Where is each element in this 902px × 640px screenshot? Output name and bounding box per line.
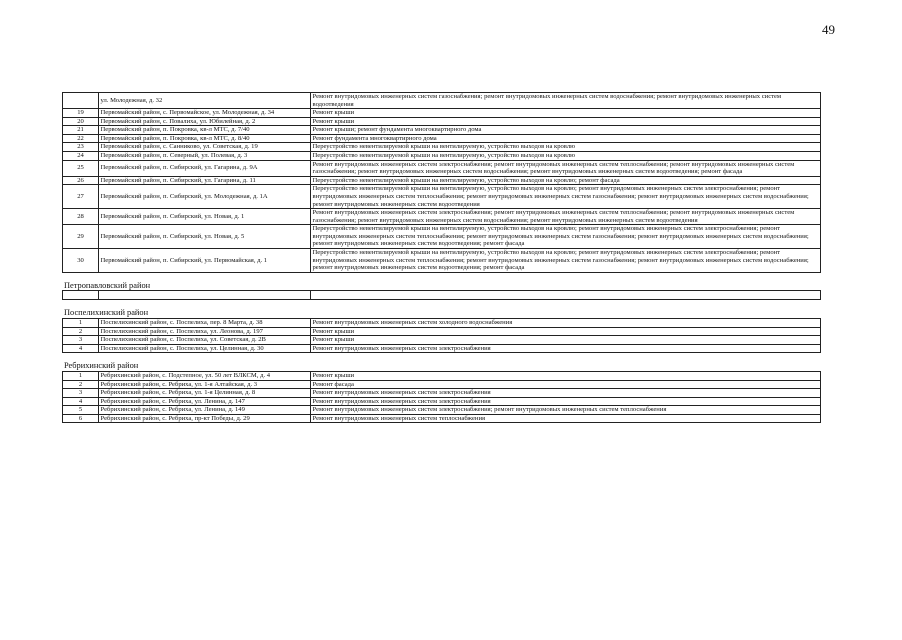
address-cell: Ребрихинский район, с. Ребриха, ул. Ленина, д. 149 xyxy=(99,406,311,415)
table-row xyxy=(63,134,821,143)
row-number: 26 xyxy=(63,176,99,185)
row-number: 5 xyxy=(63,406,99,415)
table-row xyxy=(63,380,821,389)
address-cell: Первомайский район, п. Сибирский, ул. Новая, д. 5 xyxy=(99,225,311,249)
work-type-cell: Ремонт фундамента многоквартирного дома xyxy=(311,134,821,143)
address-cell: Поспелихинский район, с. Поспелиха, пер. 8 Марта, д. 38 xyxy=(99,319,311,328)
row-number: 19 xyxy=(63,109,99,118)
table-row xyxy=(63,327,821,336)
work-type-cell: Ремонт внутридомовых инженерных систем электроснабжения; ремонт внутридомовых инженерных систем теплоснабжения; ремонт внутридомовых инженерных систем газоснабжения; ремонт внутридомовых инженерных систем водоснабжения; ремонт внутридомовых инженерных систем водоотведения xyxy=(311,209,821,225)
table-row xyxy=(63,209,821,225)
work-type-cell: Ремонт внутридомовых инженерных систем электроснабжения; ремонт внутридомовых инженерных систем теплоснабжения xyxy=(311,406,821,415)
address-cell: Первомайский район, п. Покровка, кв-л МТС, д. 7/40 xyxy=(99,126,311,135)
work-type-cell: Переустройство невентилируемой крыши на вентилируемую, устройство выходов на кровлю; ремонт внутридомовых инженерных систем электроснабжения; ремонт внутридомовых инженерных систем теплоснабжения; ремонт внутридомовых инженерных систем газоснабжения; ремонт внутридомовых инженерных систем водоснабжения; ремонт внутридомовых инженерных систем водоотведения xyxy=(311,185,821,209)
table-row xyxy=(63,160,821,176)
address-cell: Первомайский район, с. Санниково, ул. Советская, д. 19 xyxy=(99,143,311,152)
table-row xyxy=(63,126,821,135)
row-number: 3 xyxy=(63,389,99,398)
work-type-cell: Ремонт внутридомовых инженерных систем холодного водоснабжения xyxy=(311,319,821,328)
address-cell: ул. Молодежная, д. 32 xyxy=(99,93,311,109)
row-number: 30 xyxy=(63,248,99,272)
table-row xyxy=(63,185,821,209)
work-type-cell: Переустройство невентилируемой крыши на вентилируемую, устройство выходов на кровлю xyxy=(311,152,821,161)
row-number: 3 xyxy=(63,336,99,345)
work-type-cell: Ремонт внутридомовых инженерных систем газоснабжения; ремонт внутридомовых инженерных систем водоснабжения; ремонт внутридомовых инженерных систем водоотведения xyxy=(311,93,821,109)
work-type-cell: Ремонт внутридомовых инженерных систем электроснабжения xyxy=(311,344,821,353)
work-type-cell: Ремонт внутридомовых инженерных систем электроснабжения xyxy=(311,389,821,398)
row-number: 2 xyxy=(63,327,99,336)
empty-cell xyxy=(99,291,311,300)
address-cell: Первомайский район, п. Сибирский, ул. Гагарина, д. 11 xyxy=(99,176,311,185)
table-row xyxy=(63,152,821,161)
work-type-cell: Переустройство невентилируемой крыши на вентилируемую, устройство выходов на кровлю; ремонт внутридомовых инженерных систем электроснабжения; ремонт внутридомовых инженерных систем теплоснабжения; ремонт внутридомовых инженерных систем газоснабжения; ремонт внутридомовых инженерных систем водоснабжения; ремонт внутридомовых инженерных систем водоотведения; ремонт фасада xyxy=(311,225,821,249)
work-type-cell: Ремонт фасада xyxy=(311,380,821,389)
table-row xyxy=(63,176,821,185)
work-type-cell: Ремонт крыши xyxy=(311,109,821,118)
district-heading: Петропавловский район xyxy=(63,272,821,291)
row-number: 27 xyxy=(63,185,99,209)
work-type-cell: Ремонт крыши; ремонт фундамента многоквартирного дома xyxy=(311,126,821,135)
work-type-cell: Ремонт крыши xyxy=(311,327,821,336)
address-cell: Первомайский район, с. Первомайское, ул. Молодежная, д. 34 xyxy=(99,109,311,118)
row-number: 4 xyxy=(63,397,99,406)
address-cell: Ребрихинский район, с. Ребриха, ул. 1-я Алтайская, д. 3 xyxy=(99,380,311,389)
address-cell: Первомайский район, п. Сибирский, ул. Первомайская, д. 1 xyxy=(99,248,311,272)
work-type-cell: Ремонт крыши xyxy=(311,117,821,126)
table-row xyxy=(63,406,821,415)
work-type-cell: Ремонт крыши xyxy=(311,372,821,381)
table-row xyxy=(63,225,821,249)
table-row xyxy=(63,414,821,423)
work-type-cell: Переустройство невентилируемой крыши на вентилируемую, устройство выходов на кровлю xyxy=(311,143,821,152)
row-number: 20 xyxy=(63,117,99,126)
district-heading-row xyxy=(63,272,821,291)
row-number: 2 xyxy=(63,380,99,389)
row-number xyxy=(63,93,99,109)
address-cell: Первомайский район, п. Сибирский, ул. Новая, д. 1 xyxy=(99,209,311,225)
row-number: 1 xyxy=(63,319,99,328)
table-row xyxy=(63,344,821,353)
repair-table xyxy=(62,92,821,423)
table-row xyxy=(63,389,821,398)
address-cell: Ребрихинский район, с. Ребриха, ул. Ленина, д. 147 xyxy=(99,397,311,406)
address-cell: Ребрихинский район, с. Ребриха, пр-кт Победы, д. 29 xyxy=(99,414,311,423)
address-cell: Поспелихинский район, с. Поспелиха, ул. Леонова, д. 197 xyxy=(99,327,311,336)
district-heading-row xyxy=(63,300,821,319)
table-row xyxy=(63,117,821,126)
address-cell: Поспелихинский район, с. Поспелиха, ул. Целинная, д. 30 xyxy=(99,344,311,353)
address-cell: Поспелихинский район, с. Поспелиха, ул. Советская, д. 2В xyxy=(99,336,311,345)
table-row xyxy=(63,336,821,345)
row-number: 21 xyxy=(63,126,99,135)
table-row xyxy=(63,93,821,109)
address-cell: Первомайский район, п. Сибирский, ул. Гагарина, д. 9А xyxy=(99,160,311,176)
row-number: 24 xyxy=(63,152,99,161)
work-type-cell: Ремонт внутридомовых инженерных систем электроснабжения xyxy=(311,397,821,406)
empty-row xyxy=(63,291,821,300)
address-cell: Ребрихинский район, с. Ребриха, ул. 1-я Целинная, д. 8 xyxy=(99,389,311,398)
table-row xyxy=(63,319,821,328)
work-type-cell: Переустройство невентилируемой крыши на вентилируемую, устройство выходов на кровлю; ремонт внутридомовых инженерных систем электроснабжения; ремонт внутридомовых инженерных систем теплоснабжения; ремонт внутридомовых инженерных систем газоснабжения; ремонт внутридомовых инженерных систем водоснабжения; ремонт внутридомовых инженерных систем водоотведения; ремонт фасада xyxy=(311,248,821,272)
empty-cell xyxy=(311,291,821,300)
work-type-cell: Ремонт внутридомовых инженерных систем теплоснабжения xyxy=(311,414,821,423)
address-cell: Ребрихинский район, с. Подстепное, ул. 50 лет ВЛКСМ, д. 4 xyxy=(99,372,311,381)
row-number: 29 xyxy=(63,225,99,249)
row-number: 4 xyxy=(63,344,99,353)
row-number: 1 xyxy=(63,372,99,381)
table-row xyxy=(63,109,821,118)
address-cell: Первомайский район, п. Северный, ул. Полевая, д. 3 xyxy=(99,152,311,161)
district-heading-row xyxy=(63,353,821,372)
work-type-cell: Ремонт крыши xyxy=(311,336,821,345)
row-number: 28 xyxy=(63,209,99,225)
district-heading: Ребрихинский район xyxy=(63,353,821,372)
address-cell: Первомайский район, п. Сибирский, ул. Молодежная, д. 1А xyxy=(99,185,311,209)
page-number: 49 xyxy=(822,22,835,37)
row-number: 6 xyxy=(63,414,99,423)
address-cell: Первомайский район, п. Покровка, кв-л МТС, д. 8/40 xyxy=(99,134,311,143)
address-cell: Первомайский район, с. Повалиха, ул. Юбилейная, д. 2 xyxy=(99,117,311,126)
district-heading: Поспелихинский район xyxy=(63,300,821,319)
table-row xyxy=(63,397,821,406)
row-number: 23 xyxy=(63,143,99,152)
empty-cell xyxy=(63,291,99,300)
table-body xyxy=(63,93,821,423)
work-type-cell: Ремонт внутридомовых инженерных систем электроснабжения; ремонт внутридомовых инженерных систем теплоснабжения; ремонт внутридомовых инженерных систем газоснабжения; ремонт внутридомовых инженерных систем водоснабжения; ремонт внутридомовых инженерных систем водоотведения; ремонт фасада xyxy=(311,160,821,176)
row-number: 22 xyxy=(63,134,99,143)
table-row xyxy=(63,372,821,381)
table-row xyxy=(63,248,821,272)
table-row xyxy=(63,143,821,152)
row-number: 25 xyxy=(63,160,99,176)
work-type-cell: Переустройство невентилируемой крыши на вентилируемую, устройство выходов на кровлю; ремонт фасада xyxy=(311,176,821,185)
